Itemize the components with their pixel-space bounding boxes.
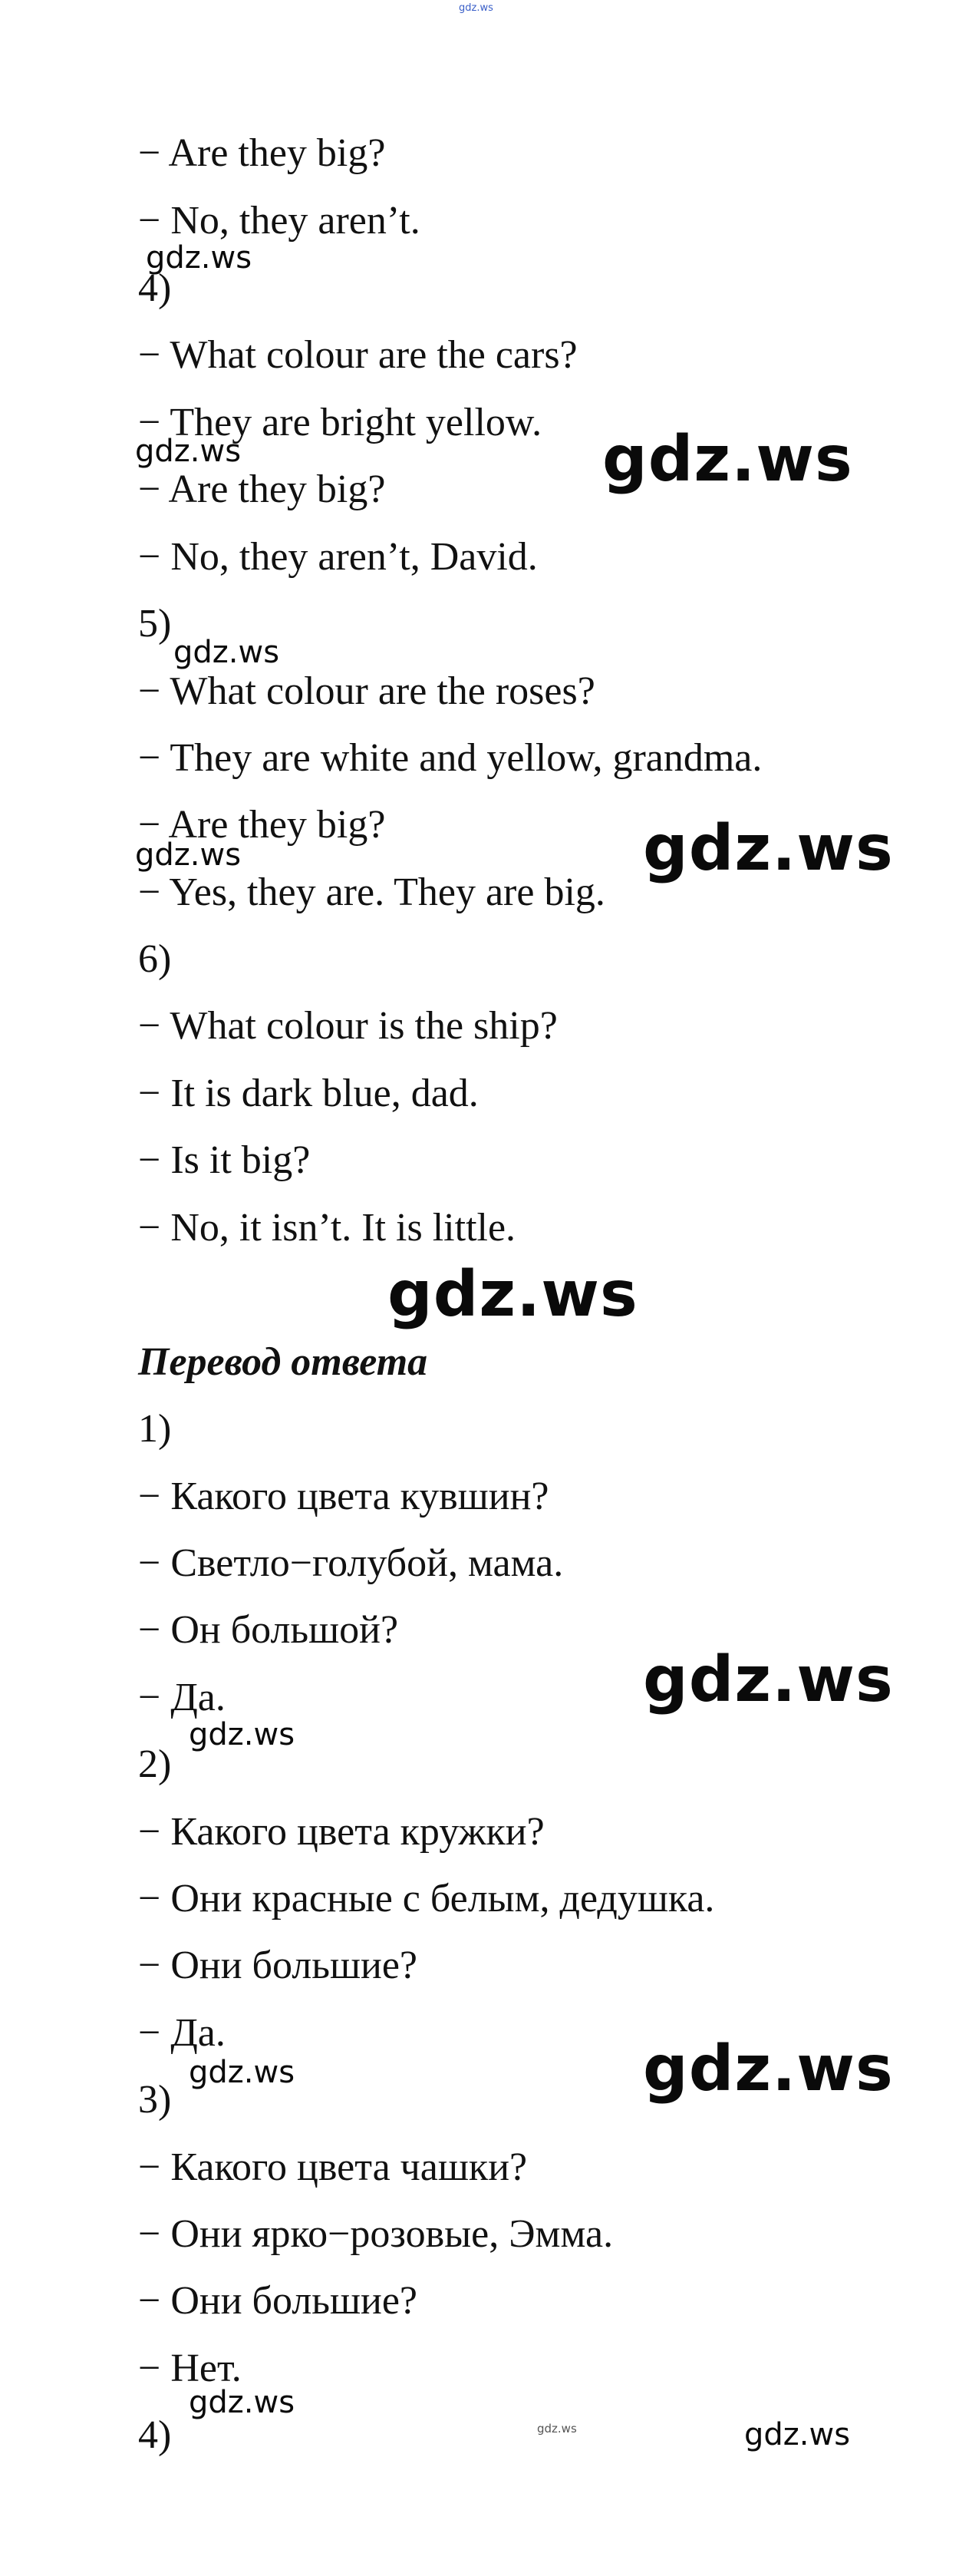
- dialogue-line: − What colour are the roses?: [138, 669, 595, 713]
- section-number: 3): [138, 2078, 172, 2122]
- watermark: gdz.ws: [643, 812, 894, 885]
- dialogue-line: − Are they big?: [138, 131, 386, 175]
- dialogue-line: − No, they aren’t.: [138, 199, 420, 243]
- dialogue-line: − It is dark blue, dad.: [138, 1072, 479, 1115]
- top-watermark: gdz.ws: [459, 2, 493, 14]
- dialogue-line: − Are they big?: [138, 467, 386, 511]
- watermark: gdz.ws: [135, 837, 242, 873]
- dialogue-line: − Какого цвета чашки?: [138, 2145, 528, 2189]
- dialogue-line: − Да.: [138, 1676, 226, 1719]
- watermark: gdz.ws: [173, 635, 280, 670]
- watermark: gdz.ws: [189, 2055, 295, 2090]
- watermark: gdz.ws: [744, 2417, 851, 2452]
- dialogue-line: − Да.: [138, 2011, 226, 2055]
- watermark: gdz.ws: [537, 2422, 577, 2436]
- translation-heading: Перевод ответа: [138, 1340, 428, 1384]
- dialogue-line: − Они красные с белым, дедушка.: [138, 1877, 715, 1920]
- section-number: 1): [138, 1407, 172, 1451]
- dialogue-line: − Are they big?: [138, 803, 386, 847]
- section-number: 4): [138, 266, 172, 310]
- dialogue-line: − Светло−голубой, мама.: [138, 1541, 564, 1585]
- dialogue-line: − Какого цвета кувшин?: [138, 1475, 549, 1518]
- watermark: gdz.ws: [643, 1643, 894, 1716]
- watermark: gdz.ws: [189, 1717, 295, 1752]
- dialogue-line: − Yes, they are. They are big.: [138, 870, 605, 914]
- watermark: gdz.ws: [387, 1258, 638, 1331]
- dialogue-line: − They are white and yellow, grandma.: [138, 736, 763, 780]
- watermark: gdz.ws: [643, 2033, 894, 2105]
- dialogue-line: − No, they aren’t, David.: [138, 535, 538, 579]
- dialogue-line: − Is it big?: [138, 1138, 311, 1182]
- section-number: 5): [138, 602, 172, 646]
- dialogue-line: − Они ярко−розовые, Эмма.: [138, 2212, 614, 2256]
- dialogue-line: − They are bright yellow.: [138, 401, 542, 444]
- dialogue-line: − Нет.: [138, 2346, 242, 2390]
- section-number: 2): [138, 1742, 172, 1786]
- dialogue-line: − What colour is the ship?: [138, 1004, 558, 1048]
- watermark: gdz.ws: [135, 434, 242, 469]
- section-number: 6): [138, 937, 172, 981]
- dialogue-line: − Они большие?: [138, 2279, 417, 2323]
- dialogue-line: − Они большие?: [138, 1944, 417, 1987]
- dialogue-line: − No, it isn’t. It is little.: [138, 1206, 516, 1250]
- dialogue-line: − What colour are the cars?: [138, 333, 578, 377]
- watermark: gdz.ws: [602, 423, 853, 496]
- dialogue-line: − Какого цвета кружки?: [138, 1810, 545, 1854]
- watermark: gdz.ws: [189, 2385, 295, 2420]
- dialogue-line: − Он большой?: [138, 1608, 399, 1652]
- section-number: 4): [138, 2413, 172, 2457]
- watermark: gdz.ws: [146, 240, 252, 276]
